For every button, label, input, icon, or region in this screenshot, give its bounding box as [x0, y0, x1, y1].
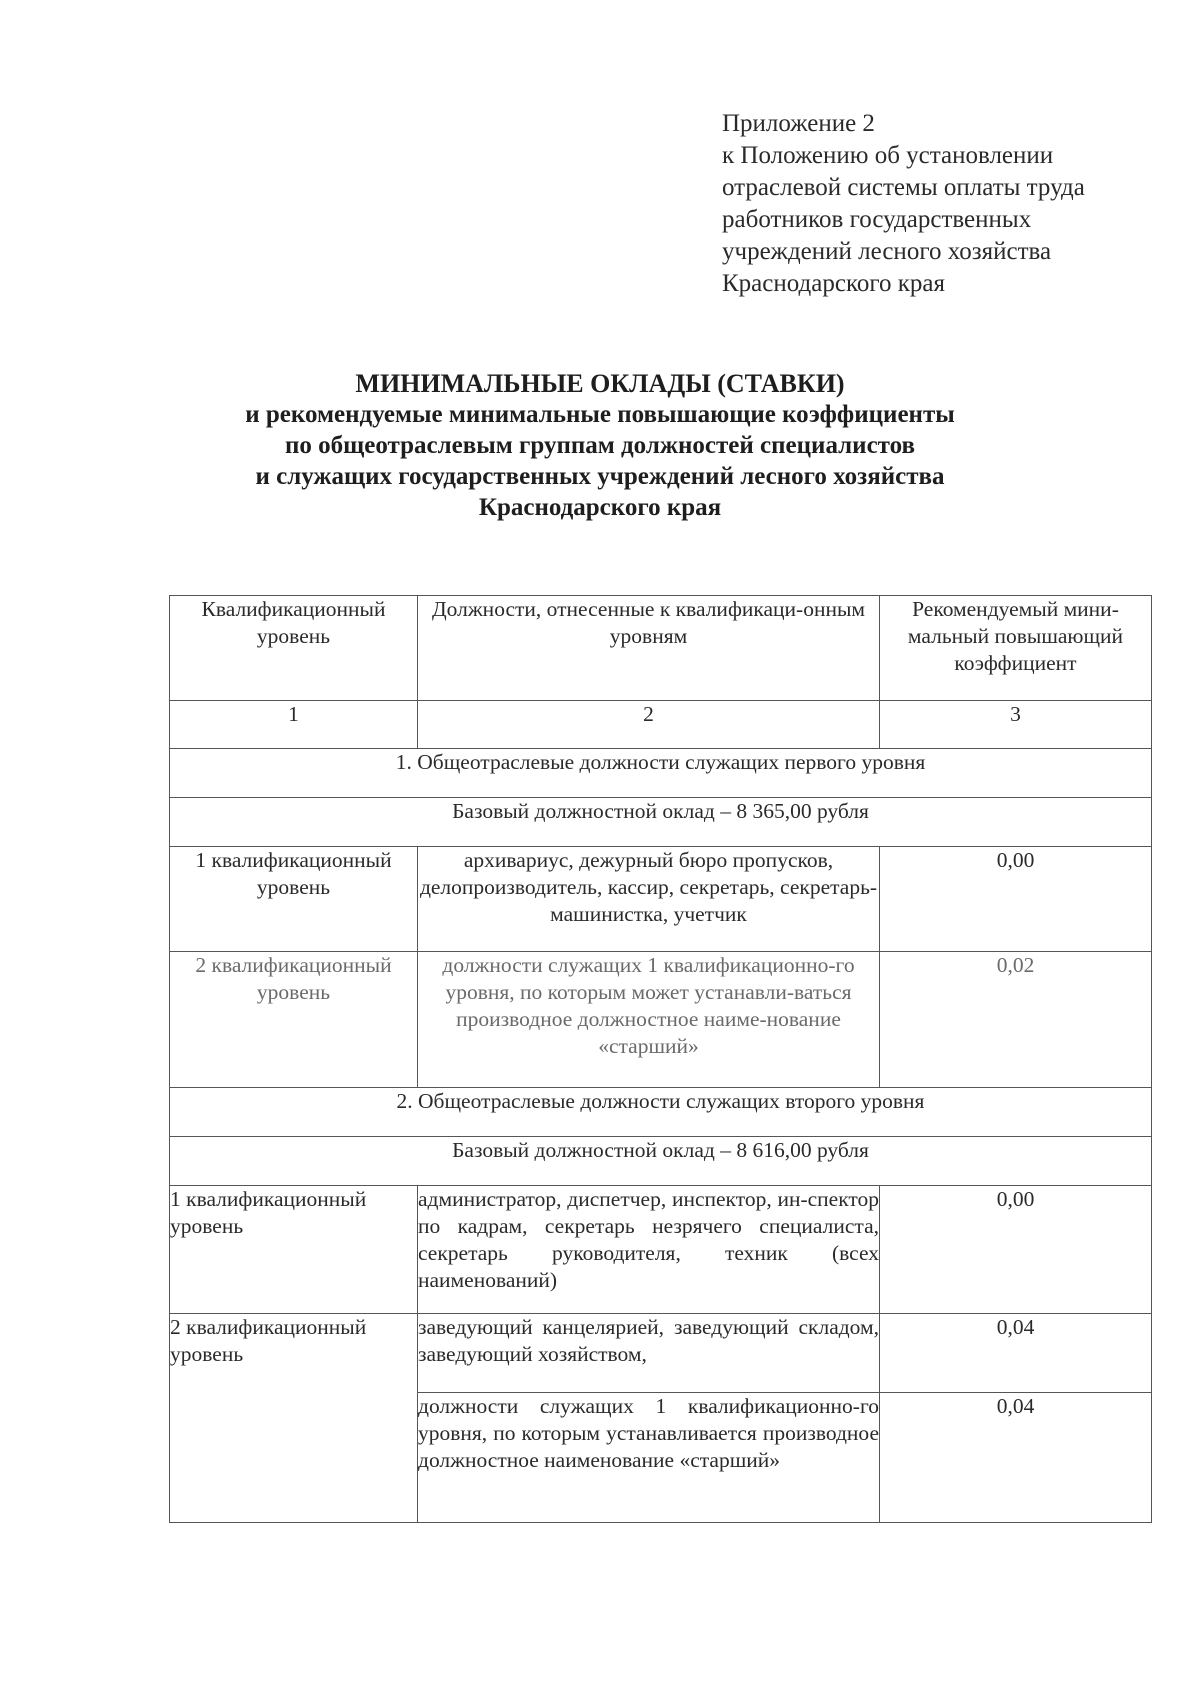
title-subline: и рекомендуемые минимальные повышающие коэффициенты: [245, 401, 955, 428]
column-number-row: [170, 701, 1152, 749]
section-title: 2. Общеотраслевые должности служащих второго уровня: [170, 1088, 1152, 1137]
annex-line: учреждений лесного хозяйства: [722, 238, 1052, 265]
table-header-row: [170, 596, 1152, 701]
base-salary-row: [170, 798, 1152, 847]
base-salary: Базовый должностной оклад – 8 616,00 рубля: [170, 1137, 1152, 1186]
coefficient-cell: 0,02: [880, 952, 1152, 1088]
section-title-row: [170, 1088, 1152, 1137]
annex-reference: [722, 108, 1182, 300]
salary-table: [169, 595, 1152, 1523]
column-number: 1: [170, 701, 418, 749]
document-title: [100, 368, 1100, 523]
coefficient-cell: 0,04: [880, 1314, 1152, 1393]
annex-line: работников государственных: [722, 206, 1032, 233]
column-number: 3: [880, 701, 1152, 749]
base-salary: Базовый должностной оклад – 8 365,00 рубля: [170, 798, 1152, 847]
annex-line: к Положению об установлении: [722, 142, 1054, 169]
column-number: 2: [418, 701, 880, 749]
coefficient-cell: 0,04: [880, 1393, 1152, 1523]
section-title: 1. Общеотраслевые должности служащих первого уровня: [170, 749, 1152, 798]
base-salary-row: [170, 1137, 1152, 1186]
coefficient-cell: 0,00: [880, 847, 1152, 952]
header-positions: Должности, отнесенные к квалификаци-онным уровням: [418, 596, 880, 701]
table-row: [170, 1314, 1152, 1393]
level-cell: 1 квалификационный уровень: [170, 847, 418, 952]
annex-line: отраслевой системы оплаты труда: [722, 174, 1085, 201]
title-subline: по общеотраслевым группам должностей специалистов: [284, 432, 916, 459]
positions-cell: администратор, диспетчер, инспектор, ин-спектор по кадрам, секретарь незрячего специалиста, секретарь руководителя, техник (всех наименований): [418, 1186, 880, 1314]
level-cell: 2 квалификационный уровень: [170, 952, 418, 1088]
positions-cell: должности служащих 1 квалификационно-го уровня, по которым устанавливается производное должностное наименование «старший»: [418, 1393, 880, 1523]
coefficient-cell: 0,00: [880, 1186, 1152, 1314]
section-title-row: [170, 749, 1152, 798]
table-row: [170, 1186, 1152, 1314]
table-row: [170, 847, 1152, 952]
annex-line: Приложение 2: [722, 110, 875, 137]
level-cell: 2 квалификационный уровень: [170, 1314, 418, 1523]
title-main: МИНИМАЛЬНЫЕ ОКЛАДЫ (СТАВКИ): [355, 369, 845, 398]
annex-line: Краснодарского края: [722, 270, 945, 297]
positions-cell: должности служащих 1 квалификационно-го уровня, по которым может устанавли-ваться производное должностное наиме-нование «старший»: [418, 952, 880, 1088]
positions-cell: архивариус, дежурный бюро пропусков, делопроизводитель, кассир, секретарь, секретарь-машинистка, учетчик: [418, 847, 880, 952]
table-row: [170, 952, 1152, 1088]
positions-cell: заведующий канцелярией, заведующий складом, заведующий хозяйством,: [418, 1314, 880, 1393]
title-subline: Краснодарского края: [478, 494, 722, 521]
header-level: Квалификационный уровень: [170, 596, 418, 701]
header-coefficient: Рекомендуемый мини-мальный повышающий коэффициент: [880, 596, 1152, 701]
level-cell: 1 квалификационный уровень: [170, 1186, 418, 1314]
title-subline: и служащих государственных учреждений лесного хозяйства: [255, 463, 945, 490]
